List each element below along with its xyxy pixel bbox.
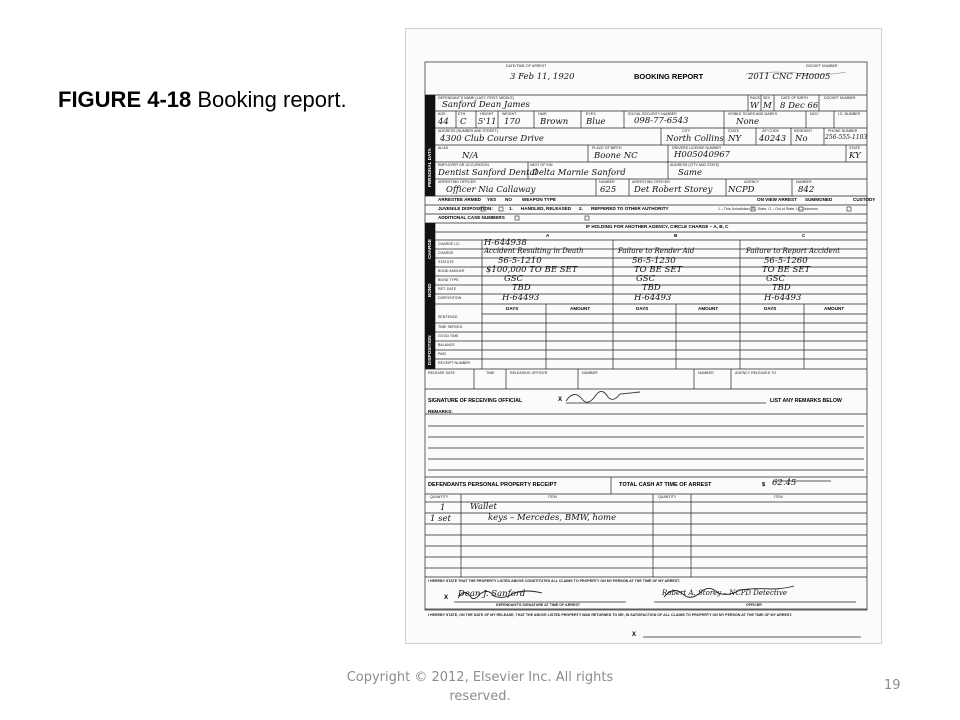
label-sig-defendant: DEFENDANT'S SIGNATURE AT TIME OF ARREST <box>496 603 580 607</box>
label-sex: SEX <box>763 96 771 100</box>
label-zip: ZIP CODE <box>762 129 779 133</box>
label-date-time-arrest: DATE/TIME OF ARREST <box>506 64 547 68</box>
label-eth: ETH. <box>458 112 467 116</box>
label-summoned: SUMMONED <box>805 197 833 202</box>
charge-c-disposition: H-64493 <box>764 293 802 303</box>
label-days-b: DAYS <box>636 306 649 311</box>
label-time-served: TIME SERVED <box>438 325 463 329</box>
label-days-a: DAYS <box>506 306 519 311</box>
label-ret-date: RET. DATE <box>438 287 457 291</box>
copyright-footer: Copyright © 2012, Elsevier Inc. All rights reserved. <box>346 670 614 704</box>
figure-title: Booking report. <box>191 87 347 112</box>
disposition-section-label: DISPOSITION <box>427 335 432 365</box>
label-amount-c: AMOUNT <box>824 306 845 311</box>
charge-c-statute: 56-5-1260 <box>764 256 808 266</box>
label-yes: YES <box>487 197 497 202</box>
charge-b-bond-type: GSC <box>636 274 656 284</box>
label-charge-id: CHARGE I.D. <box>438 242 460 246</box>
label-paid: PAID <box>438 352 447 356</box>
charge-a-disposition: H-64493 <box>502 293 540 303</box>
value-phone: 256-555-1103 <box>825 134 868 141</box>
label-eyes: EYES <box>586 112 596 116</box>
property-2-qty: 1 set <box>430 514 451 524</box>
label-no: NO <box>505 197 512 202</box>
bond-section-label: BOND <box>427 283 432 297</box>
value-race: W <box>750 101 759 111</box>
value-agency-number: 842 <box>798 185 815 195</box>
charge-a-bond-type: GSC <box>504 274 524 284</box>
value-resident: No <box>795 134 808 144</box>
label-sig-receiving: SIGNATURE OF RECEIVING OFFICIAL <box>428 398 523 404</box>
label-resident: RESIDENT <box>794 129 813 133</box>
figure-number: FIGURE 4-18 <box>58 87 192 112</box>
charge-c-ret-date: TBD <box>772 283 791 293</box>
value-dl-state: KY <box>849 151 861 161</box>
label-column-b: B <box>674 233 678 238</box>
charge-c-bond-amount: TO BE SET <box>762 265 811 275</box>
value-officer: Officer Nia Callaway <box>446 185 536 195</box>
label-agency-number: NUMBER <box>796 180 812 184</box>
value-eth: C <box>460 117 467 127</box>
property-1-item: Wallet <box>470 502 497 512</box>
value-employer: Dentist Sanford Dental <box>438 168 538 178</box>
label-agency-released: AGENCY RELEASED TO <box>735 371 777 375</box>
label-id-number: I.D. NUMBER <box>838 112 861 116</box>
value-weight: 170 <box>504 117 521 127</box>
charge-section-label: CHARGE <box>427 239 432 259</box>
label-city: CITY <box>682 129 691 133</box>
label-property-receipt: DEFENDANTS PERSONAL PROPERTY RECEIPT <box>428 482 557 488</box>
label-disposition: DISPOSITION <box>438 296 462 300</box>
label-quantity: QUANTITY <box>430 495 449 499</box>
charge-c-charge: Failure to Report Accident <box>746 247 841 255</box>
label-additional-case: ADDITIONAL CASE NUMBERS <box>438 215 505 220</box>
label-column-a: A <box>546 233 550 238</box>
label-state-2: STATE <box>849 146 861 150</box>
value-officer-signature: Robert A. Storey – NCPD Detective <box>662 589 788 597</box>
label-defendant-x: X <box>444 595 449 601</box>
label-weight: WEIGHT <box>502 112 517 116</box>
value-officer-number: 625 <box>600 185 617 195</box>
value-docket: 2011 CNC FH0005 <box>748 72 831 82</box>
label-phone: PHONE NUMBER <box>828 129 858 133</box>
value-address: 4300 Club Course Drive <box>440 134 544 144</box>
label-race: RACE <box>750 96 760 100</box>
label-sig-receiving-x: X <box>558 397 563 403</box>
label-amount-b: AMOUNT <box>698 306 719 311</box>
label-juvenile-codes: J – This Jurisdiction, S – State, O – Out of State, U – Unknown <box>718 207 818 211</box>
charge-a-id: H-644938 <box>484 238 527 248</box>
label-releasing-officer: RELEASING OFFICER <box>510 371 548 375</box>
statement-arrest: I HEREBY STATE THAT THE PROPERTY LISTED ABOVE CONSTITUTES ALL CLAIMS TO PROPERTY ON MY PERSON AT THE TIME OF MY ARREST. <box>428 579 680 583</box>
label-release-number-2: NUMBER <box>698 371 714 375</box>
property-1-qty: 1 <box>440 503 446 513</box>
charge-a-statute: 56-5-1210 <box>498 256 542 266</box>
label-release-x: X <box>632 632 637 638</box>
label-arrestee-armed: ARRESTEE ARMED <box>438 197 481 202</box>
label-total-cash: TOTAL CASH AT TIME OF ARREST <box>619 482 712 488</box>
label-remarks: REMARKS: <box>428 409 453 414</box>
value-city: North Collins <box>666 134 724 144</box>
label-good-time: GOOD TIME <box>438 334 459 338</box>
value-det: Det Robert Storey <box>634 185 713 195</box>
label-arresting-officer-name: ARRESTING OFFICER <box>438 180 476 184</box>
charge-b-statute: 56-5-1230 <box>632 256 676 266</box>
value-scars: None <box>736 117 760 127</box>
label-release-date: RELEASE DATE <box>428 371 455 375</box>
figure-caption <box>58 84 358 116</box>
charge-b-ret-date: TBD <box>642 283 661 293</box>
label-receipt-number: RECEIPT NUMBER <box>438 361 471 365</box>
label-state: STATE <box>728 129 740 133</box>
value-hair: Brown <box>540 117 569 127</box>
value-cash: 62.45 <box>772 478 797 488</box>
label-place-of-birth: PLACE OF BIRTH <box>592 146 622 150</box>
label-balance: BALANCE <box>438 343 455 347</box>
value-next-of-kin: Delta Marnie Sanford <box>532 168 626 178</box>
label-bond-amount: BOND AMOUNT <box>438 269 465 273</box>
label-charge: CHARGE <box>438 251 454 255</box>
label-drivers-license: DRIVERS LICENSE NUMBER <box>672 146 721 150</box>
label-alias: ALIAS <box>438 146 449 150</box>
label-list-remarks: LIST ANY REMARKS BELOW <box>770 398 842 404</box>
value-dl: H005040967 <box>674 150 731 160</box>
booking-report-document <box>405 28 882 644</box>
label-juvenile-disposition: JUVENILE DISPOSITION: <box>438 206 493 211</box>
page-number: 19 <box>884 678 901 693</box>
label-cash-dollar: $ <box>762 482 766 488</box>
value-agency: NCPD <box>728 185 755 195</box>
value-eyes: Blue <box>586 117 606 127</box>
label-item-2: ITEM <box>774 495 783 499</box>
label-holding-note: IF HOLDING FOR ANOTHER AGENCY, CIRCLE CHARGE – A, B, C <box>586 224 729 229</box>
label-next-of-kin: NEXT OF KIN <box>530 163 553 167</box>
value-dob: 8 Dec 66 <box>780 101 819 111</box>
charge-a-ret-date: TBD <box>512 283 531 293</box>
value-height: 5'11 <box>478 117 497 127</box>
label-dob: DATE OF BIRTH <box>781 96 809 100</box>
value-place-of-birth: Boone NC <box>594 151 638 161</box>
value-alias: N/A <box>462 151 479 161</box>
personal-data-section-label: PERSONAL DATA <box>427 148 432 187</box>
label-age: AGE <box>438 112 446 116</box>
value-kin-address: Same <box>678 168 702 178</box>
label-officer-number: NUMBER <box>599 180 615 184</box>
label-docket-number: DOCKET NUMBER <box>806 64 838 68</box>
charge-a-charge: Accident Resulting in Death <box>484 247 584 255</box>
charge-a-bond-amount: $100,000 TO BE SET <box>486 265 578 275</box>
label-officer: OFFICER <box>746 603 762 607</box>
value-date-time-arrest: 3 Feb 11, 1920 <box>510 72 575 82</box>
receiving-official-signature <box>566 391 640 402</box>
label-time: TIME <box>486 371 495 375</box>
label-release-number: NUMBER <box>582 371 598 375</box>
label-hair: HAIR <box>538 112 547 116</box>
charge-b-charge: Failure to Render Aid <box>618 247 695 255</box>
statement-release: I HEREBY STATE, ON THE DATE OF MY RELEASE, THAT THE ABOVE LISTED PROPERTY WAS RETURNED TO ME, IN SATISFACTION OF ALL CLAIMS TO PROPERTY ON MY PERSON AT THE TIME OF MY ARREST. <box>428 613 793 617</box>
label-employer: EMPLOYER OR OCCUPATION <box>438 163 489 167</box>
label-ncic: NCIC <box>810 112 819 116</box>
label-juvenile-2: 2. <box>579 206 583 211</box>
label-column-c: C <box>802 233 806 238</box>
value-state: NY <box>728 134 742 144</box>
label-defendant-name: DEFENDANT'S NAME (LAST, FIRST, MIDDLE) <box>438 96 514 100</box>
label-arresting-officer: ARRESTING OFFICER <box>632 180 670 184</box>
label-sentence: SENTENCE <box>438 315 458 319</box>
label-scars: VISIBLE SCARS AND MARKS <box>728 112 778 116</box>
label-view-arrest: ON VIEW ARREST <box>757 197 797 202</box>
label-agency: AGENCY <box>744 180 760 184</box>
property-2-item: keys – Mercedes, BMW, home <box>488 513 617 523</box>
value-sex: M <box>763 101 772 111</box>
label-amount-a: AMOUNT <box>570 306 591 311</box>
label-item: ITEM <box>548 495 557 499</box>
label-statute: STATUTE <box>438 260 454 264</box>
form-title: BOOKING REPORT <box>634 72 704 81</box>
charge-c-bond-type: GSC <box>766 274 786 284</box>
value-defendant-signature: Dean J. Sanford <box>458 589 526 599</box>
label-ssn: SOCIAL SECURITY NUMBER <box>628 112 677 116</box>
charge-b-bond-amount: TO BE SET <box>634 265 683 275</box>
charge-b-disposition: H-64493 <box>634 293 672 303</box>
value-name: Sanford Dean James <box>442 100 530 110</box>
value-zip: 40243 <box>759 134 787 144</box>
label-handled-released: HANDLED, RELEASED <box>521 206 572 211</box>
label-docket-number-2: DOCKET NUMBER <box>824 96 856 100</box>
value-age: 44 <box>438 117 449 127</box>
value-ssn: 098-77-6543 <box>634 116 689 126</box>
label-days-c: DAYS <box>764 306 777 311</box>
label-address-city-state: ADDRESS (CITY AND STATE) <box>670 163 720 167</box>
label-bond-type: BOND TYPE <box>438 278 459 282</box>
label-quantity-2: QUANTITY <box>658 495 677 499</box>
label-referred: REFFERED TO OTHER AUTHORITY <box>591 206 669 211</box>
label-height: HEIGHT <box>480 112 494 116</box>
label-address: ADDRESS (NUMBER AND STREET) <box>438 129 498 133</box>
label-weapon-type: WEAPON TYPE <box>522 197 556 202</box>
label-custody: CUSTODY <box>853 197 876 202</box>
label-juvenile-1: 1. <box>509 206 513 211</box>
